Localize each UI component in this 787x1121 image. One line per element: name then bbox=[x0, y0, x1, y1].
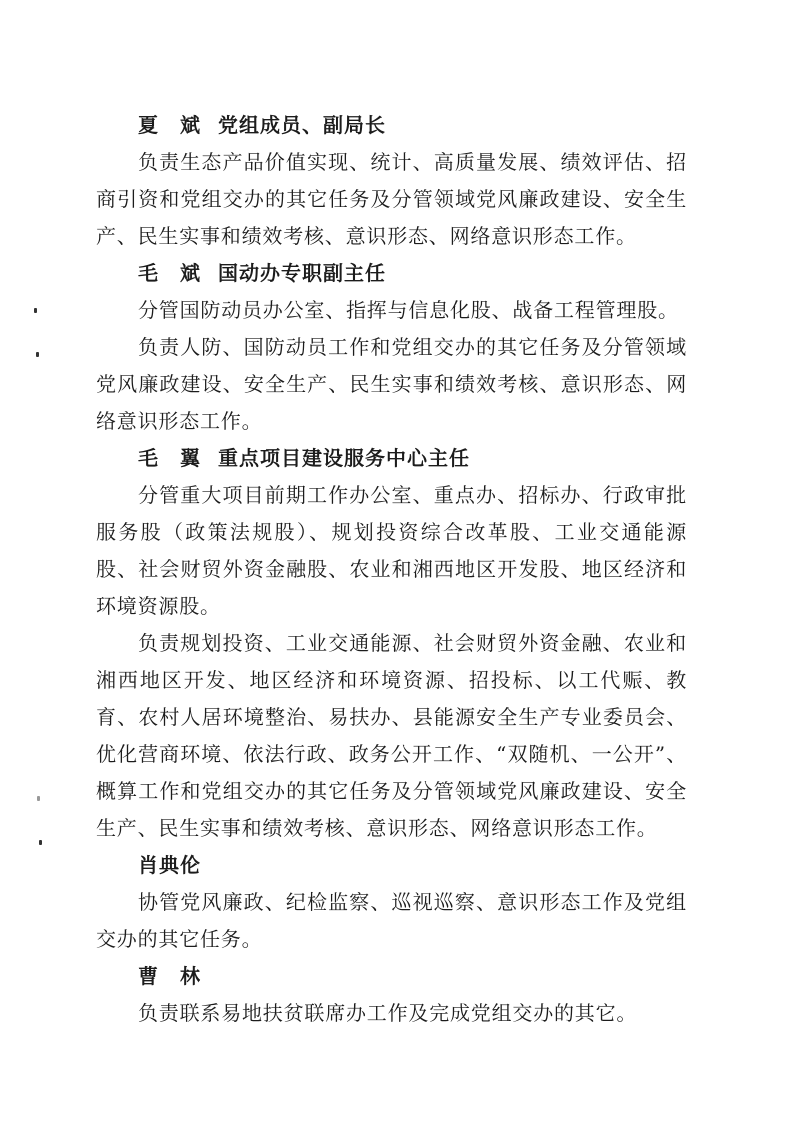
person-title: 重点项目建设服务中心主任 bbox=[218, 446, 470, 470]
section-mao-bin bbox=[96, 255, 687, 440]
person-title: 国动办专职副主任 bbox=[218, 261, 386, 285]
section-mao-yi bbox=[96, 440, 687, 847]
duty-paragraph: 负责联系易地扶贫联席办工作及完成党组交办的其它。 bbox=[138, 1001, 638, 1025]
person-name: 夏 斌 bbox=[138, 113, 201, 137]
duty-paragraph: 负责规划投资、工业交通能源、社会财贸外资金融、农业和湘西地区开发、地区经济和环境资源、招投标、以工代赈、教育、农村人居环境整治、易扶办、县能源安全生产专业委员会、优化营商环境、依法行政、政务公开工作、“双随机、一公开”、概算工作和党组交办的其它任务及分管领域党风廉政建设、安全生产、民生实事和绩效考核、意识形态、网络意识形态工作。 bbox=[96, 631, 687, 840]
section-heading bbox=[138, 255, 687, 292]
scan-speck bbox=[39, 840, 42, 845]
person-name: 毛 斌 bbox=[138, 261, 201, 285]
person-name: 毛 翼 bbox=[138, 446, 201, 470]
person-title: 党组成员、副局长 bbox=[218, 113, 386, 137]
duty-paragraph: 分管国防动员办公室、指挥与信息化股、战备工程管理股。 bbox=[138, 298, 679, 322]
scan-speck bbox=[37, 796, 40, 801]
scan-speck bbox=[36, 352, 39, 357]
person-name: 肖典伦 bbox=[138, 853, 201, 877]
section-xia-bin bbox=[96, 107, 687, 255]
duty-paragraph: 负责生态产品价值实现、统计、高质量发展、绩效评估、招商引资和党组交办的其它任务及分管领域党风廉政建设、安全生产、民生实事和绩效考核、意识形态、网络意识形态工作。 bbox=[96, 150, 687, 248]
duty-paragraph: 协管党风廉政、纪检监察、巡视巡察、意识形态工作及党组交办的其它任务。 bbox=[96, 890, 687, 951]
person-name: 曹 林 bbox=[138, 964, 201, 988]
section-heading bbox=[138, 440, 687, 477]
duty-paragraph: 负责人防、国防动员工作和党组交办的其它任务及分管领域党风廉政建设、安全生产、民生实事和绩效考核、意识形态、网络意识形态工作。 bbox=[96, 335, 687, 433]
duty-paragraph: 分管重大项目前期工作办公室、重点办、招标办、行政审批服务股（政策法规股）、规划投资综合改革股、工业交通能源股、社会财贸外资金融股、农业和湘西地区开发股、地区经济和环境资源股。 bbox=[96, 483, 687, 618]
section-heading bbox=[138, 847, 687, 884]
section-heading bbox=[138, 958, 687, 995]
section-xiao-dianlun bbox=[96, 847, 687, 958]
scan-speck bbox=[34, 308, 37, 313]
section-heading bbox=[138, 107, 687, 144]
section-cao-lin bbox=[96, 958, 687, 1032]
